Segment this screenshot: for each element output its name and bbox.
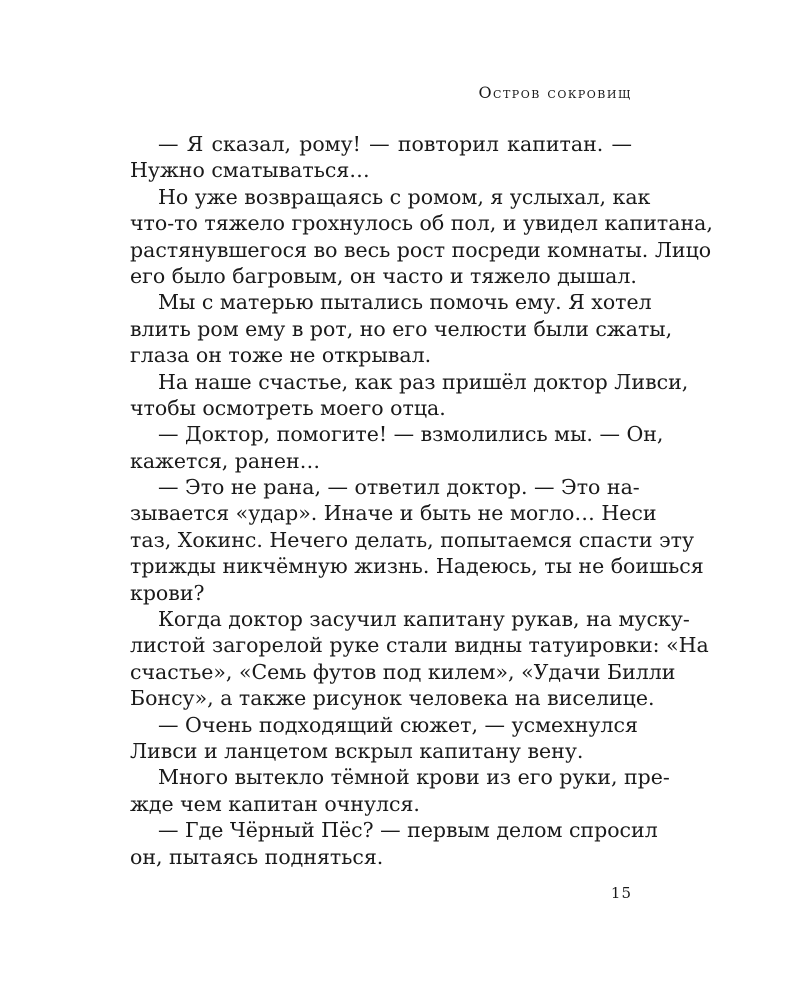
text-line: его было багровым, он часто и тяжело дышал.	[130, 263, 637, 288]
text-line: растянувшегося во весь рост посреди комнаты. Лицо	[130, 237, 712, 262]
text-line: кажется, ранен…	[130, 448, 321, 473]
text-line: — Доктор, помогите! — взмолились мы. — Он,	[158, 422, 664, 447]
page-number: 15	[610, 884, 632, 902]
text-line: Но уже возвращаясь с ромом, я услыхал, как	[158, 184, 651, 209]
text-line: Когда доктор засучил капитану рукав, на муску-	[158, 607, 690, 632]
text-line: — Очень подходящий сюжет, — усмехнулся	[158, 712, 638, 737]
text-line: зывается «удар». Иначе и быть не могло… Неси	[130, 501, 657, 526]
text-line: Много вытекло тёмной крови из его руки, пре-	[158, 765, 670, 790]
text-line: крови?	[130, 580, 205, 605]
text-line: чтобы осмотреть моего отца.	[130, 395, 446, 420]
text-line: глаза он тоже не открывал.	[130, 343, 432, 368]
text-line: — Это не рана, — ответил доктор. — Это на-	[158, 475, 640, 500]
body-text	[130, 131, 713, 870]
text-line: Нужно сматываться…	[130, 158, 370, 183]
text-line: Мы с матерью пытались помочь ему. Я хотел	[158, 290, 652, 315]
text-line: листой загорелой руке стали видны татуировки: «На	[130, 633, 709, 658]
running-header: Остров сокровищ	[478, 83, 632, 102]
text-line: влить ром ему в рот, но его челюсти были сжаты,	[130, 316, 673, 341]
text-line: — Где Чёрный Пёс? — первым делом спросил	[158, 818, 658, 843]
text-line: жде чем капитан очнулся.	[130, 791, 420, 816]
text-line: счастье», «Семь футов под килем», «Удачи Билли	[130, 659, 676, 684]
text-line: таз, Хокинс. Нечего делать, попытаемся спасти эту	[130, 527, 695, 552]
text-line: Ливси и ланцетом вскрыл капитану вену.	[130, 738, 584, 763]
text-line: трижды никчёмную жизнь. Надеюсь, ты не боишься	[130, 554, 704, 579]
text-line: Бонсу», а также рисунок человека на виселице.	[130, 686, 655, 711]
text-line: — Я сказал, рому! — повторил капитан. —	[158, 132, 632, 156]
text-line: На наше счастье, как раз пришёл доктор Ливси,	[158, 369, 689, 394]
text-line: он, пытаясь подняться.	[130, 844, 384, 869]
text-line: что-то тяжело грохнулось об пол, и увидел капитана,	[130, 211, 713, 236]
